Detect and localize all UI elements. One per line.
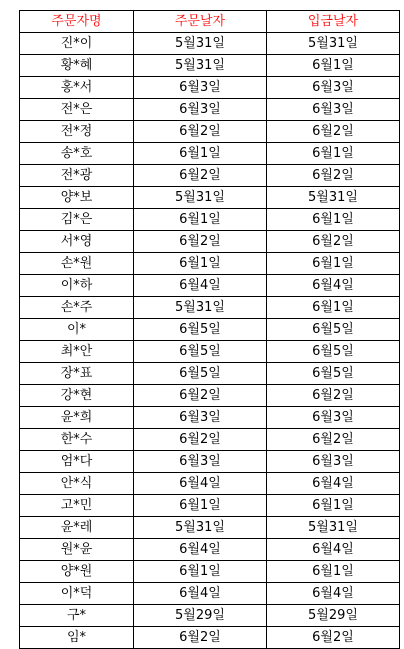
table-row	[20, 517, 400, 539]
table-row	[20, 275, 400, 297]
order-date-cell[interactable]: 5월31일	[134, 517, 267, 539]
table-row	[20, 341, 400, 363]
orderer-name-cell[interactable]: 원*윤	[20, 539, 134, 561]
table-row	[20, 583, 400, 605]
deposit-date-cell[interactable]: 6월1일	[267, 495, 400, 517]
deposit-date-cell[interactable]: 6월1일	[267, 561, 400, 583]
orderer-name-cell[interactable]: 전*광	[20, 165, 134, 187]
orderer-name-cell[interactable]: 손*주	[20, 297, 134, 319]
order-date-cell[interactable]: 6월4일	[134, 275, 267, 297]
order-date-cell[interactable]: 6월2일	[134, 385, 267, 407]
order-date-cell[interactable]: 6월4일	[134, 473, 267, 495]
table-row	[20, 539, 400, 561]
order-date-cell[interactable]: 6월1일	[134, 143, 267, 165]
orderer-name-cell[interactable]: 최*안	[20, 341, 134, 363]
table-row	[20, 297, 400, 319]
order-date-cell[interactable]: 6월5일	[134, 319, 267, 341]
table-row	[20, 363, 400, 385]
order-date-cell[interactable]: 6월1일	[134, 495, 267, 517]
deposit-date-cell[interactable]: 6월4일	[267, 539, 400, 561]
deposit-date-cell[interactable]: 5월31일	[267, 517, 400, 539]
column-header-deposit-date[interactable]: 입금날자	[267, 11, 400, 33]
order-date-cell[interactable]: 6월1일	[134, 209, 267, 231]
deposit-date-cell[interactable]: 6월5일	[267, 363, 400, 385]
order-date-cell[interactable]: 6월3일	[134, 451, 267, 473]
deposit-date-cell[interactable]: 6월1일	[267, 253, 400, 275]
deposit-date-cell[interactable]: 6월3일	[267, 77, 400, 99]
table-row	[20, 627, 400, 649]
order-date-cell[interactable]: 6월3일	[134, 407, 267, 429]
orderer-name-cell[interactable]: 송*호	[20, 143, 134, 165]
deposit-date-cell[interactable]: 6월5일	[267, 319, 400, 341]
order-date-cell[interactable]: 6월2일	[134, 429, 267, 451]
deposit-date-cell[interactable]: 6월1일	[267, 209, 400, 231]
orderer-name-cell[interactable]: 고*민	[20, 495, 134, 517]
table-row	[20, 407, 400, 429]
deposit-date-cell[interactable]: 6월2일	[267, 231, 400, 253]
order-date-cell[interactable]: 5월31일	[134, 33, 267, 55]
orderer-name-cell[interactable]: 한*수	[20, 429, 134, 451]
table-row	[20, 187, 400, 209]
deposit-date-cell[interactable]: 6월3일	[267, 407, 400, 429]
table-row	[20, 77, 400, 99]
order-date-cell[interactable]: 6월5일	[134, 363, 267, 385]
order-date-cell[interactable]: 6월1일	[134, 561, 267, 583]
order-date-cell[interactable]: 6월2일	[134, 627, 267, 649]
deposit-date-cell[interactable]: 6월1일	[267, 297, 400, 319]
order-date-cell[interactable]: 6월5일	[134, 341, 267, 363]
order-date-cell[interactable]: 6월3일	[134, 99, 267, 121]
order-date-cell[interactable]: 5월31일	[134, 187, 267, 209]
table-row	[20, 605, 400, 627]
deposit-date-cell[interactable]: 6월4일	[267, 473, 400, 495]
orderer-name-cell[interactable]: 황*혜	[20, 55, 134, 77]
order-date-cell[interactable]: 6월4일	[134, 583, 267, 605]
order-date-cell[interactable]: 5월31일	[134, 55, 267, 77]
deposit-date-cell[interactable]: 5월31일	[267, 187, 400, 209]
orderer-name-cell[interactable]: 김*은	[20, 209, 134, 231]
order-date-cell[interactable]: 6월1일	[134, 253, 267, 275]
table-row	[20, 165, 400, 187]
deposit-date-cell[interactable]: 6월5일	[267, 341, 400, 363]
deposit-date-cell[interactable]: 6월2일	[267, 121, 400, 143]
table-row	[20, 451, 400, 473]
orderer-name-cell[interactable]: 윤*희	[20, 407, 134, 429]
orderer-name-cell[interactable]: 전*은	[20, 99, 134, 121]
order-date-cell[interactable]: 6월2일	[134, 121, 267, 143]
order-date-cell[interactable]: 6월3일	[134, 77, 267, 99]
deposit-date-cell[interactable]: 6월2일	[267, 385, 400, 407]
orderer-name-cell[interactable]: 서*영	[20, 231, 134, 253]
table-row	[20, 561, 400, 583]
deposit-date-cell[interactable]: 5월29일	[267, 605, 400, 627]
orderer-name-cell[interactable]: 장*표	[20, 363, 134, 385]
orderer-name-cell[interactable]: 강*현	[20, 385, 134, 407]
orderer-name-cell[interactable]: 이*덕	[20, 583, 134, 605]
orderer-name-cell[interactable]: 전*정	[20, 121, 134, 143]
table-row	[20, 429, 400, 451]
orderer-name-cell[interactable]: 이*	[20, 319, 134, 341]
table-row	[20, 121, 400, 143]
table-row	[20, 99, 400, 121]
orderer-name-cell[interactable]: 이*하	[20, 275, 134, 297]
spreadsheet	[19, 10, 399, 649]
table-row	[20, 33, 400, 55]
deposit-date-cell[interactable]: 5월31일	[267, 33, 400, 55]
deposit-date-cell[interactable]: 6월4일	[267, 583, 400, 605]
orderer-name-cell[interactable]: 임*	[20, 627, 134, 649]
deposit-date-cell[interactable]: 6월1일	[267, 143, 400, 165]
table-row	[20, 143, 400, 165]
orderer-name-cell[interactable]: 안*식	[20, 473, 134, 495]
orderer-name-cell[interactable]: 양*원	[20, 561, 134, 583]
order-date-cell[interactable]: 5월31일	[134, 297, 267, 319]
table-header	[20, 11, 400, 33]
deposit-date-cell[interactable]: 6월3일	[267, 99, 400, 121]
orderer-name-cell[interactable]: 윤*레	[20, 517, 134, 539]
table-row	[20, 319, 400, 341]
orderer-name-cell[interactable]: 진*이	[20, 33, 134, 55]
deposit-date-cell[interactable]: 6월2일	[267, 429, 400, 451]
column-header-orderer-name[interactable]: 주문자명	[20, 11, 134, 33]
table-row	[20, 473, 400, 495]
orderer-name-cell[interactable]: 구*	[20, 605, 134, 627]
table-row	[20, 55, 400, 77]
deposit-date-cell[interactable]: 6월2일	[267, 165, 400, 187]
orderer-name-cell[interactable]: 엄*다	[20, 451, 134, 473]
table-body	[20, 33, 400, 649]
table-row	[20, 385, 400, 407]
deposit-date-cell[interactable]: 6월1일	[267, 55, 400, 77]
order-date-cell[interactable]: 6월2일	[134, 231, 267, 253]
column-header-order-date[interactable]: 주문날자	[134, 11, 267, 33]
orderer-name-cell[interactable]: 홍*서	[20, 77, 134, 99]
table-row	[20, 495, 400, 517]
deposit-date-cell[interactable]: 6월2일	[267, 627, 400, 649]
orderer-name-cell[interactable]: 손*원	[20, 253, 134, 275]
order-date-cell[interactable]: 6월4일	[134, 539, 267, 561]
table-row	[20, 253, 400, 275]
table-row	[20, 209, 400, 231]
header-row	[20, 11, 400, 33]
order-date-cell[interactable]: 6월2일	[134, 165, 267, 187]
deposit-date-cell[interactable]: 6월4일	[267, 275, 400, 297]
orderer-name-cell[interactable]: 양*보	[20, 187, 134, 209]
table-row	[20, 231, 400, 253]
deposit-date-cell[interactable]: 6월3일	[267, 451, 400, 473]
order-date-cell[interactable]: 5월29일	[134, 605, 267, 627]
orders-table	[19, 10, 400, 649]
